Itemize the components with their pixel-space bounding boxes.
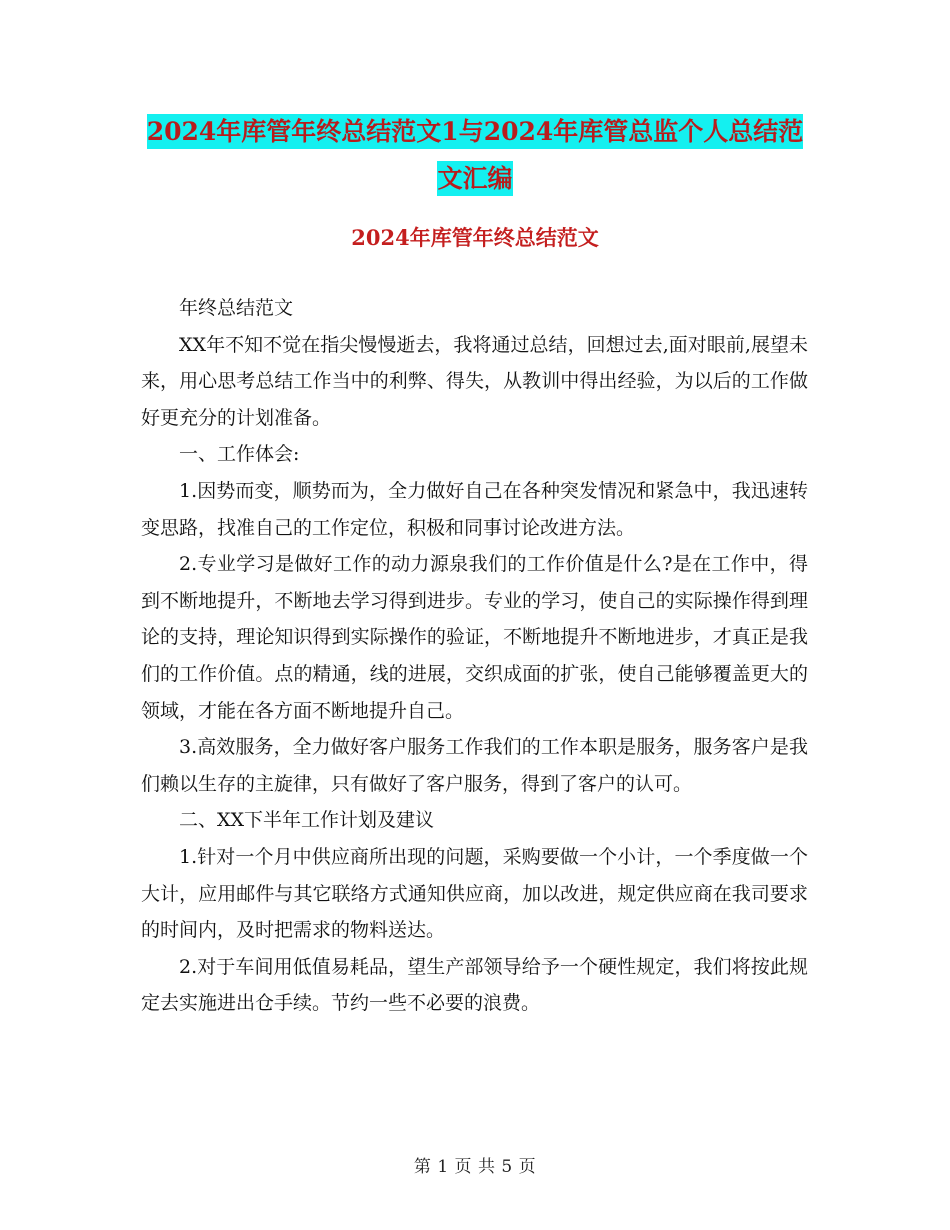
paragraph-item-3: 3.高效服务，全力做好客户服务工作我们的工作本职是服务，服务客户是我们赖以生存的主旋律，只有做好了客户服务，得到了客户的认可。 <box>141 736 808 795</box>
paragraph-section-one: 一、工作体会: <box>179 443 300 466</box>
document-title-highlight: 2024年库管年终总结范文1与2024年库管总监个人总结范文汇编 <box>147 114 804 196</box>
paragraph-heading: 年终总结范文 <box>179 297 294 319</box>
paragraph-section-two: 二、XX下半年工作计划及建议 <box>179 809 435 832</box>
page-number-footer: 第 1 页 共 5 页 <box>413 1157 537 1177</box>
section-title: 2024年库管年终总结范文 <box>351 225 599 250</box>
document-body <box>141 290 808 1022</box>
document-title <box>140 108 810 202</box>
paragraph-item-2: 2.专业学习是做好工作的动力源泉我们的工作价值是什么?是在工作中，得到不断地提升，不断地去学习得到进步。专业的学习，使自己的实际操作得到理论的支持，理论知识得到实际操作的验证，不断地提升不断地进步，才真正是我们的工作价值。点的精通，线的进展，交织成面的扩张，使自己能够覆盖更大的领域，才能在各方面不断地提升自己。 <box>141 553 808 722</box>
paragraph-plan-1: 1.针对一个月中供应商所出现的问题，采购要做一个小计，一个季度做一个大计，应用邮件与其它联络方式通知供应商，加以改进，规定供应商在我司要求的时间内，及时把需求的物料送达。 <box>141 845 808 942</box>
paragraph-intro: XX年不知不觉在指尖慢慢逝去，我将通过总结，回想过去,面对眼前,展望未来，用心思考总结工作当中的利弊、得失，从教训中得出经验，为以后的工作做好更充分的计划准备。 <box>141 333 808 429</box>
paragraph-plan-2: 2.对于车间用低值易耗品，望生产部领导给予一个硬性规定，我们将按此规定去实施进出仓手续。节约一些不必要的浪费。 <box>141 955 808 1015</box>
paragraph-item-1: 1.因势而变，顺势而为，全力做好自己在各种突发情况和紧急中，我迅速转变思路，找准自己的工作定位，积极和同事讨论改进方法。 <box>141 479 808 539</box>
